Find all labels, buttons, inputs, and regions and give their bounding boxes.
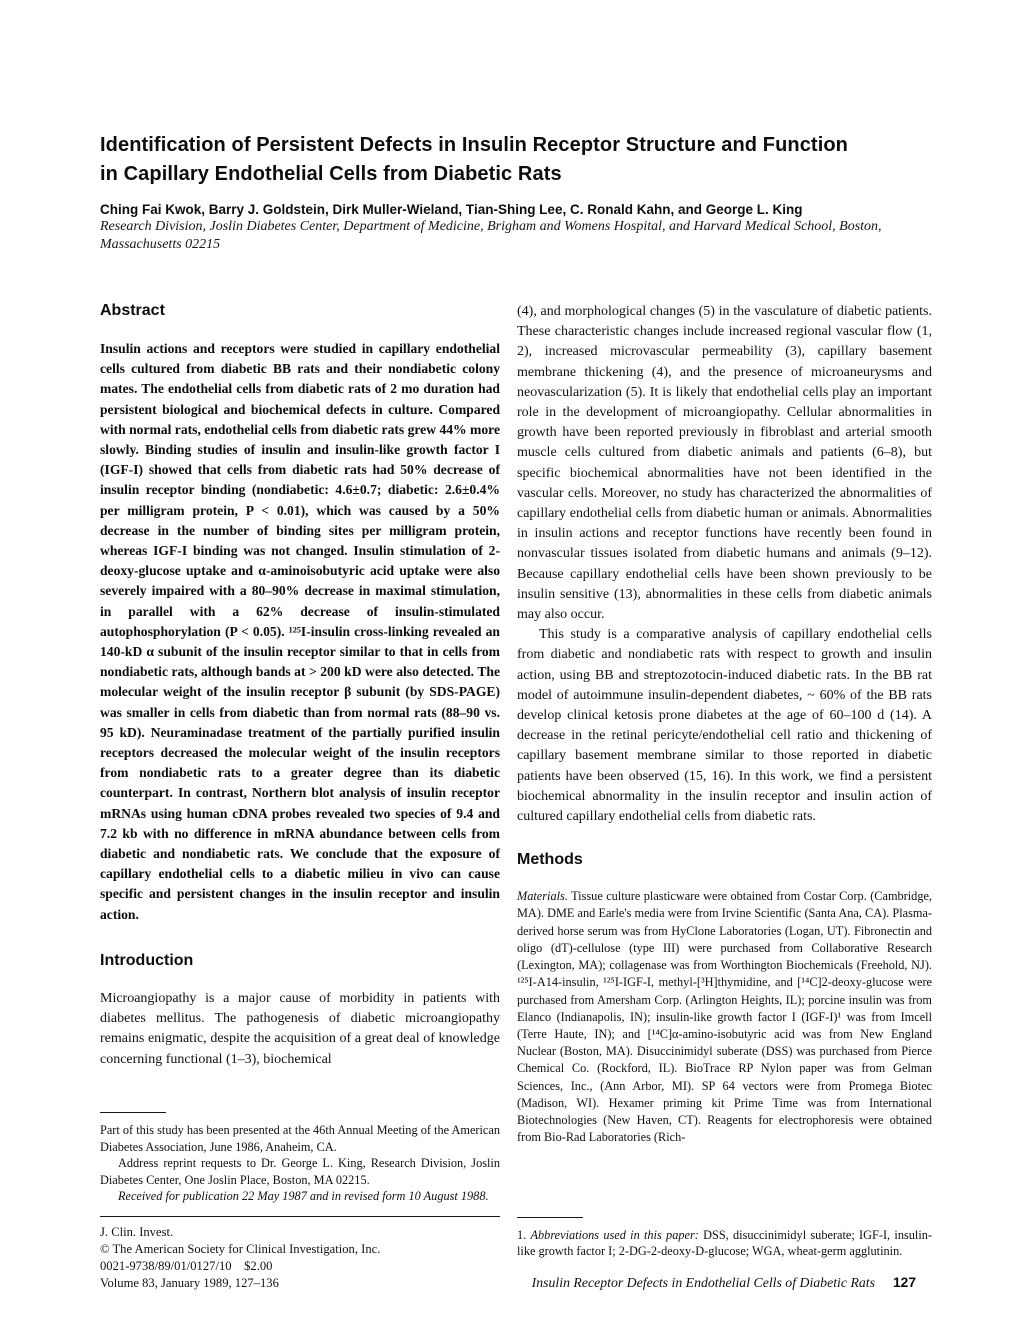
methods-body-text: Tissue culture plasticware were obtained from Costar Corp. (Cambridge, MA). DME and Earle's media were from Irvine Scientific (Santa Ana, CA). Plasma-derived horse serum was from HyClone Laboratories (Logan, UT). Fibronectin and oligo (dT)-cellulose (type III) were purchased from Collaborative Research (Lexington, MA); collagenase was from Worthington Biochemicals (Freehold, NJ). ¹²⁵I-A14-insulin, ¹²⁵I-IGF-I, methyl-[³H]thymidine, and [¹⁴C]2-deoxy-glucose were purchased from Amersham Corp. (Arlington Heights, IL); porcine insulin was from Elanco (Indianapolis, IN); insulin-like growth factor I (IGF-I)¹ was from Imcell (Terre Haute, IN); and [¹⁴C]α-amino-isobutyric acid was from New England Nuclear (Boston, MA). Disuccinimidyl suberate (DSS) was purchased from Pierce Chemical Co. (Rockford, IL). BioTrace RP Nylon paper was from Gelman Sciences, Inc., (Ann Arbor, MI). SP 64 vectors were from Promega Biotec (Madison, WI). Hexamer priming kit Prime Time was from International Biotechnologies (New Haven, CT). Reagents for electrophoresis were obtained from Bio-Rad Laboratories (Rich- xyxy=(517,889,932,1145)
journal-imprint xyxy=(100,1224,500,1292)
left-column xyxy=(100,302,500,1292)
right-column xyxy=(517,302,932,1292)
two-column-body xyxy=(100,302,932,1292)
footnote-received: Received for publication 22 May 1987 and in revised form 10 August 1988. xyxy=(118,1189,489,1204)
running-footer xyxy=(517,1274,932,1292)
right-footnote-block xyxy=(517,1203,932,1292)
study-paragraph: This study is a comparative analysis of capillary endothelial cells from diabetic and nondiabetic rats with respect to growth and insulin action, using BB and streptozotocin-induced diabetic rats. In the BB rat model of autoimmune insulin-dependent diabetes, ~ 60% of the BB rats develop clinical ketosis prone diabetes at the age of 60–100 d (14). A decrease in the retinal pericyte/endothelial cell ratio and thickening of capillary basement membrane similar to those reported in diabetic patients have been observed (15, 16). In this work, we find a persistent biochemical abnormality in the insulin receptor and insulin action of cultured capillary endothelial cells from diabetic rats. xyxy=(517,627,932,825)
footnote-presented: Part of this study has been presented at the 46th Annual Meeting of the American Diabetes Association, June 1986, Anaheim, CA. xyxy=(100,1123,500,1154)
authors-line: Ching Fai Kwok, Barry J. Goldstein, Dirk Muller-Wieland, Tian-Shing Lee, C. Ronald Kahn, and George L. King xyxy=(100,202,803,217)
introduction-text: Microangiopathy is a major cause of morbidity in patients with diabetes mellitus. The pathogenesis of diabetic microangiopathy remains enigmatic, despite the acquisition of a great deal of knowledge concerning functional (1–3), biochemical xyxy=(100,990,500,1067)
running-title: Insulin Receptor Defects in Endothelial Cells of Diabetic Rats xyxy=(531,1275,875,1290)
introduction-continuation: (4), and morphological changes (5) in the vasculature of diabetic patients. These characteristic changes include increased regional vascular flow (1, 2), increased microvascular permeability (3), capillary basement membrane thickening (4), and the presence of microaneurysms and neovascularization (5). It is likely that endothelial cells play an important role in the development of microangiopathy. Cellular abnormalities in growth have been reported previously in fibroblast and arterial smooth muscle cells cultured from diabetic animals and patients (6–8), but specific biochemical abnormalities have not been identified in the vascular cells. Moreover, no study has characterized the abnormalities of capillary endothelial cells from diabetic human or animals. Abnormalities in insulin actions and receptor functions have recently been found in nonvascular tissues isolated from diabetic humans and animals (9–12). Because capillary endothelial cells have been shown previously to be insulin sensitive (13), abnormalities in these cells from diabetic animals may also occur. xyxy=(517,304,932,623)
abbreviation-list: DSS, disuccinimidyl suberate; IGF-I, insulin-like growth factor I; 2-DG-2-deoxy-D-glucose; WGA, wheat-germ agglutinin. xyxy=(517,1227,932,1259)
left-footnote-block xyxy=(100,1098,500,1292)
abbreviations-footnote xyxy=(517,1227,932,1260)
methods-text xyxy=(517,888,932,1146)
journal-copyright: © The American Society for Clinical Investigation, Inc. xyxy=(100,1242,381,1256)
title-line-1: Identification of Persistent Defects in Insulin Receptor Structure and Function xyxy=(100,134,848,156)
article-header xyxy=(100,131,932,253)
page-title xyxy=(100,131,932,188)
affiliation-line: Research Division, Joslin Diabetes Center, Department of Medicine, Brigham and Womens Hospital, and Harvard Medical School, Boston, Massachusetts 02215 xyxy=(100,219,882,252)
journal-name: J. Clin. Invest. xyxy=(100,1225,174,1239)
abstract-heading: Abstract xyxy=(100,302,165,319)
journal-volume: Volume 83, January 1989, 127–136 xyxy=(100,1276,279,1290)
introduction-heading: Introduction xyxy=(100,951,194,969)
abbreviation-lead: Abbreviations used in this paper: xyxy=(530,1227,699,1242)
journal-issn-price: 0021-9738/89/01/0127/10 $2.00 xyxy=(100,1259,273,1273)
page-number: 127 xyxy=(892,1275,916,1290)
abbreviations-rule xyxy=(517,1217,583,1218)
footnote-reprint: Address reprint requests to Dr. George L. King, Research Division, Joslin Diabetes Center, One Joslin Place, Boston, MA 02215. xyxy=(100,1156,500,1187)
title-line-2: in Capillary Endothelial Cells from Diabetic Rats xyxy=(100,162,562,185)
footnote-rule xyxy=(100,1112,166,1113)
journal-rule xyxy=(100,1216,500,1217)
methods-heading: Methods xyxy=(517,851,583,869)
abbreviation-number: 1. xyxy=(517,1227,531,1242)
materials-lead: Materials. xyxy=(517,889,568,904)
abstract-text: Insulin actions and receptors were studied in capillary endothelial cells cultured from diabetic BB rats and their nondiabetic colony mates. The endothelial cells from diabetic rats of 2 mo duration had persistent biological and biochemical defects in culture. Compared with normal rats, endothelial cells from diabetic rats grew 44% more slowly. Binding studies of insulin and insulin-like growth factor I (IGF-I) showed that cells from diabetic rats had 50% decrease of insulin receptor binding (nondiabetic: 4.6±0.7; diabetic: 2.6±0.4% per milligram protein, P < 0.01), which was caused by a 50% decrease in the number of binding sites per milligram protein, whereas IGF-I binding was not changed. Insulin stimulation of 2-deoxy-glucose uptake and α-aminoisobutyric acid uptake were also severely impaired with a 80–90% decrease in maximal stimulation, in parallel with a 62% decrease of insulin-stimulated autophosphorylation (P < 0.05). ¹²⁵I-insulin cross-linking revealed an 140-kD α subunit of the insulin receptor similar to that in cells from nondiabetic rats, although bands at > 200 kD were also detected. The molecular weight of the insulin receptor β subunit (by SDS-PAGE) was smaller in cells from diabetic than from normal rats (88–90 vs. 95 kD). Neuraminadase treatment of the partially purified insulin receptors decreased the molecular weight of the insulin receptors from nondiabetic rats to a greater degree than its diabetic counterpart. In contrast, Northern blot analysis of insulin receptor mRNAs using human cDNA probes revealed two species of 9.4 and 7.2 kb with no difference in mRNA abundance between cells from diabetic and nondiabetic rats. We conclude that the exposure of capillary endothelial cells to a diabetic milieu in vivo can cause specific and persistent changes in the insulin receptor and insulin action. xyxy=(100,341,500,922)
